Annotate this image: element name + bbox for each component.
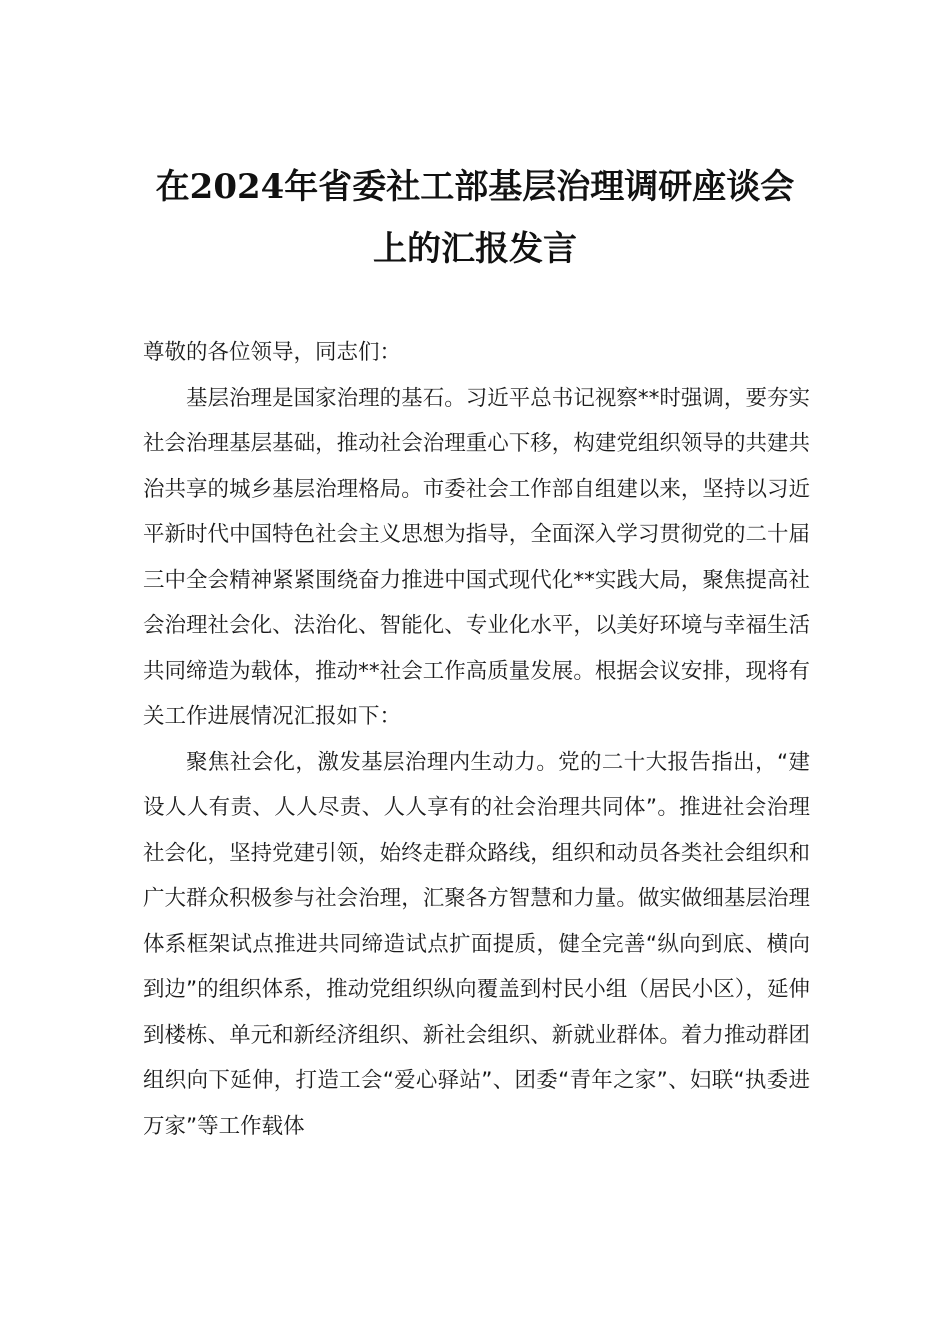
- paragraph-socialization: 聚焦社会化，激发基层治理内生动力。党的二十大报告指出，“建设人人有责、人人尽责、人人享有的社会治理共同体”。推进社会治理社会化，坚持党建引领，始终走群众路线，组织和动员各类社会组织和广大群众积极参与社会治理，汇聚各方智慧和力量。做实做细基层治理体系框架试点推进共同缔造试点扩面提质，健全完善“纵向到底、横向到边”的组织体系，推动党组织纵向覆盖到村民小组（居民小区），延伸到楼栋、单元和新经济组织、新社会组织、新就业群体。着力推动群团组织向下延伸，打造工会“爱心驿站”、团委“青年之家”、妇联“执委进万家”等工作载体: [143, 749, 810, 1139]
- salutation: 尊敬的各位领导，同志们：: [143, 340, 402, 365]
- title-line-1: 在2024年省委社工部基层治理调研座谈会: [155, 167, 795, 207]
- title-line-2: 上的汇报发言: [373, 229, 577, 269]
- document-body: [143, 330, 810, 1149]
- paragraph-intro: 基层治理是国家治理的基石。习近平总书记视察**时强调，要夯实社会治理基层基础，推动社会治理重心下移，构建党组织领导的共建共治共享的城乡基层治理格局。市委社会工作部自组建以来，坚持以习近平新时代中国特色社会主义思想为指导，全面深入学习贯彻党的二十届三中全会精神紧紧围绕奋力推进中国式现代化**实践大局，聚焦提高社会治理社会化、法治化、智能化、专业化水平，以美好环境与幸福生活共同缔造为载体，推动**社会工作高质量发展。根据会议安排，现将有关工作进展情况汇报如下：: [143, 385, 810, 729]
- document-title: [140, 156, 810, 280]
